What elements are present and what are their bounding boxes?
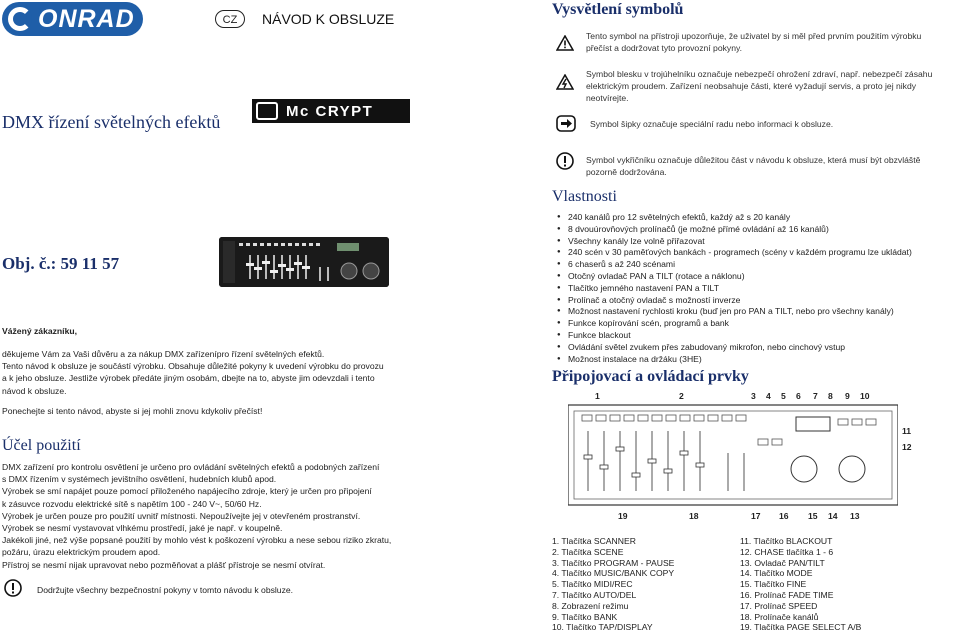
symbol-lightning-text bbox=[586, 68, 932, 104]
usage-line: s DMX řízením v systémech jevištního osvětlení, hudebních klubů apod. bbox=[2, 474, 277, 485]
list-item: ● Ovládání světel zvukem přes zabudovaný mikrofon, nebo cinchový vstup bbox=[555, 342, 960, 354]
keep-note: Ponechejte si tento návod, abyste si jej mohli znovu kdykoliv přečíst! bbox=[2, 406, 263, 416]
symbol-warning-text bbox=[586, 30, 921, 54]
callout-number: 4 bbox=[766, 391, 771, 401]
callout-number: 16 bbox=[779, 511, 789, 521]
legend-item: 3. Tlačítko PROGRAM - PAUSE bbox=[552, 557, 675, 568]
callout-number: 14 bbox=[828, 511, 838, 521]
legend-item: 9. Tlačítko BANK bbox=[552, 611, 618, 622]
features-list bbox=[555, 212, 960, 365]
callout-number: 8 bbox=[828, 391, 833, 401]
list-item: ● Možnost instalace na držáku (3HE) bbox=[555, 354, 960, 366]
list-item: ● Funkce blackout bbox=[555, 330, 960, 342]
legend-item: 11. Tlačítko BLACKOUT bbox=[740, 536, 833, 546]
legend-item: 13. Ovladač PAN/TILT bbox=[740, 557, 825, 568]
device-photo bbox=[219, 237, 389, 287]
logo-text: ONRAD bbox=[38, 4, 135, 33]
list-item: ● Otočný ovladač PAN a TILT (rotace a náklonu) bbox=[555, 271, 960, 283]
legend-right bbox=[740, 536, 861, 633]
symbol-line: elektrickým proudem. Zařízení neobsahuje části, které vyžadují servis, a proto jej nikdy bbox=[586, 81, 917, 91]
legend-item: 5. Tlačítko MIDI/REC bbox=[552, 579, 633, 590]
usage-line: Výrobek je určen pouze pro použití uvnitř místnosti. Nepoužívejte jej v otevřeném prostranství. bbox=[2, 510, 361, 521]
legend-item: 19. Tlačítka PAGE SELECT A/B bbox=[740, 622, 862, 633]
intro-line: Tento návod k obsluze je součástí výrobku. Obsahuje důležité pokyny k uvedení výrobku do provozu bbox=[2, 361, 384, 372]
symbol-exclamation-text bbox=[586, 154, 920, 178]
callout-number: 13 bbox=[850, 511, 860, 521]
list-item: ● Funkce kopírování scén, programů a bank bbox=[555, 318, 960, 330]
usage-line: k zásuvce rozvodu elektrické sítě s napětím 100 - 240 V~, 50/60 Hz. bbox=[2, 498, 262, 509]
callout-number: 17 bbox=[751, 511, 761, 521]
usage-line: Výrobek se smí napájet pouze pomocí přiloženého napájecího zdroje, který je určen pro připojení bbox=[2, 486, 372, 497]
legend-item: 8. Zobrazení režimu bbox=[552, 600, 629, 611]
usage-line: Přístroj se nesmí nijak upravovat nebo pozměňovat a plášť přístroje se nesmí otvírat. bbox=[2, 559, 326, 570]
callout-number: 2 bbox=[679, 391, 684, 401]
legend-item: 16. Prolínač FADE TIME bbox=[740, 589, 834, 600]
controls-diagram bbox=[568, 403, 898, 507]
list-item: ● 240 scén v 30 paměťových bankách - programech (scény v každém programu lze ukládat) bbox=[555, 247, 960, 259]
product-title: DMX řízení světelných efektů bbox=[2, 112, 221, 132]
intro-text bbox=[2, 348, 384, 397]
intro-line: a k jeho obsluze. Jestliže výrobek předáte jiným osobám, dbejte na to, abyste jim odevzdali i tento bbox=[2, 373, 375, 384]
symbol-line: Symbol vykřičníku označuje důležitou část v návodu k obsluze, která musí být obzvláště bbox=[586, 155, 921, 165]
safety-note: Dodržujte všechny bezpečnostní pokyny v tomto návodu k obsluze. bbox=[37, 585, 294, 595]
callout-number: 10 bbox=[860, 391, 870, 401]
callout-number: 15 bbox=[808, 511, 818, 521]
usage-text bbox=[2, 461, 391, 571]
callout-number: 1 bbox=[595, 391, 600, 401]
warning-icon bbox=[556, 35, 574, 51]
callout-number: 3 bbox=[751, 391, 756, 401]
brand-logo bbox=[252, 99, 410, 123]
controls-heading: Připojovací a ovládací prvky bbox=[552, 368, 749, 385]
symbol-line: Tento symbol na přístroji upozorňuje, že uživatel by si měl před prvním použitím výrobku bbox=[586, 31, 922, 41]
legend-item: 18. Prolínače kanálů bbox=[740, 611, 819, 622]
logo-ring-icon bbox=[8, 7, 32, 31]
legend-item: 1. Tlačítka SCANNER bbox=[552, 536, 636, 546]
exclamation-icon bbox=[4, 579, 22, 597]
brand-mark-icon bbox=[256, 102, 278, 120]
legend-item: 14. Tlačítko MODE bbox=[740, 568, 813, 579]
list-item: ● 8 dvouúrovňových prolínačů (je možné přímé ovládání až 16 kanálů) bbox=[555, 224, 960, 236]
callout-number: 19 bbox=[618, 511, 628, 521]
features-heading: Vlastnosti bbox=[552, 188, 617, 205]
symbol-line: neotvírejte. bbox=[586, 93, 629, 103]
list-item: ● Prolínač a otočný ovladač s možností inverze bbox=[555, 295, 960, 307]
arrow-icon bbox=[556, 115, 576, 132]
list-item: ● Tlačítko jemného nastavení PAN a TILT bbox=[555, 283, 960, 295]
callout-number: 11 bbox=[902, 426, 912, 436]
symbol-line: pozorně dodržována. bbox=[586, 167, 667, 177]
callout-number: 12 bbox=[902, 442, 912, 452]
list-item: ● 240 kanálů pro 12 světelných efektů, každý až s 20 kanály bbox=[555, 212, 960, 224]
callout-number: 5 bbox=[781, 391, 786, 401]
symbol-line: Symbol blesku v trojúhelníku označuje nebezpečí ohrožení zdraví, např. nebezpečí zásahu bbox=[586, 69, 933, 79]
callout-number: 9 bbox=[845, 391, 850, 401]
legend-item: 4. Tlačítko MUSIC/BANK COPY bbox=[552, 568, 675, 579]
legend-item: 10. Tlačítko TAP/DISPLAY bbox=[552, 622, 653, 633]
list-item: ● Všechny kanály lze volně přiřazovat bbox=[555, 236, 960, 248]
list-item: ● Možnost nastavení rychlosti kroku (buď jen pro PAN a TILT, nebo pro všechny kanály) bbox=[555, 306, 960, 318]
symbol-arrow-text: Symbol šipky označuje speciální radu nebo informaci k obsluze. bbox=[590, 119, 834, 129]
order-number: Obj. č.: 59 11 57 bbox=[2, 254, 120, 273]
legend-left bbox=[552, 536, 674, 633]
callout-number: 18 bbox=[689, 511, 699, 521]
usage-heading: Účel použití bbox=[2, 437, 81, 454]
lightning-icon bbox=[556, 74, 574, 90]
list-item: ● 6 chaserů s až 240 scénami bbox=[555, 259, 960, 271]
intro-line: děkujeme Vám za Vaši důvěru a za nákup DMX zařízenípro řízení světelných efektů. bbox=[2, 349, 325, 359]
greeting: Vážený zákazníku, bbox=[2, 326, 77, 336]
usage-line: Jakékoli jiné, než výše popsané použití by mohlo vést k poškození výrobku a nese sebou riziko zkratu, bbox=[2, 535, 392, 546]
conrad-logo bbox=[2, 2, 143, 36]
brand-logo-text: Mc CRYPT bbox=[286, 102, 374, 120]
usage-line: Výrobek se nesmí vystavovat vlhkému prostředí, jaké je např. v koupelně. bbox=[2, 523, 283, 534]
legend-item: 2. Tlačítka SCENE bbox=[552, 546, 624, 557]
intro-line: návod k obsluze. bbox=[2, 385, 67, 396]
usage-line: požáru, úrazu elektrickým proudem apod. bbox=[2, 547, 161, 558]
legend-item: 7. Tlačítko AUTO/DEL bbox=[552, 589, 637, 600]
legend-item: 15. Tlačítko FINE bbox=[740, 579, 807, 590]
callout-number: 7 bbox=[813, 391, 818, 401]
manual-title: NÁVOD K OBSLUZE bbox=[262, 11, 395, 27]
callout-number: 6 bbox=[796, 391, 801, 401]
legend-item: 17. Prolínač SPEED bbox=[740, 600, 818, 611]
usage-line: DMX zařízení pro kontrolu osvětlení je určeno pro ovládání světelných efektů a podobných zařízení bbox=[2, 462, 380, 472]
exclamation-icon bbox=[556, 152, 574, 170]
symbols-heading: Vysvětlení symbolů bbox=[552, 1, 684, 18]
language-badge: CZ bbox=[215, 10, 245, 28]
legend-item: 12. CHASE tlačítka 1 - 6 bbox=[740, 546, 834, 557]
symbol-line: přečíst a dodržovat tyto provozní pokyny. bbox=[586, 43, 743, 53]
